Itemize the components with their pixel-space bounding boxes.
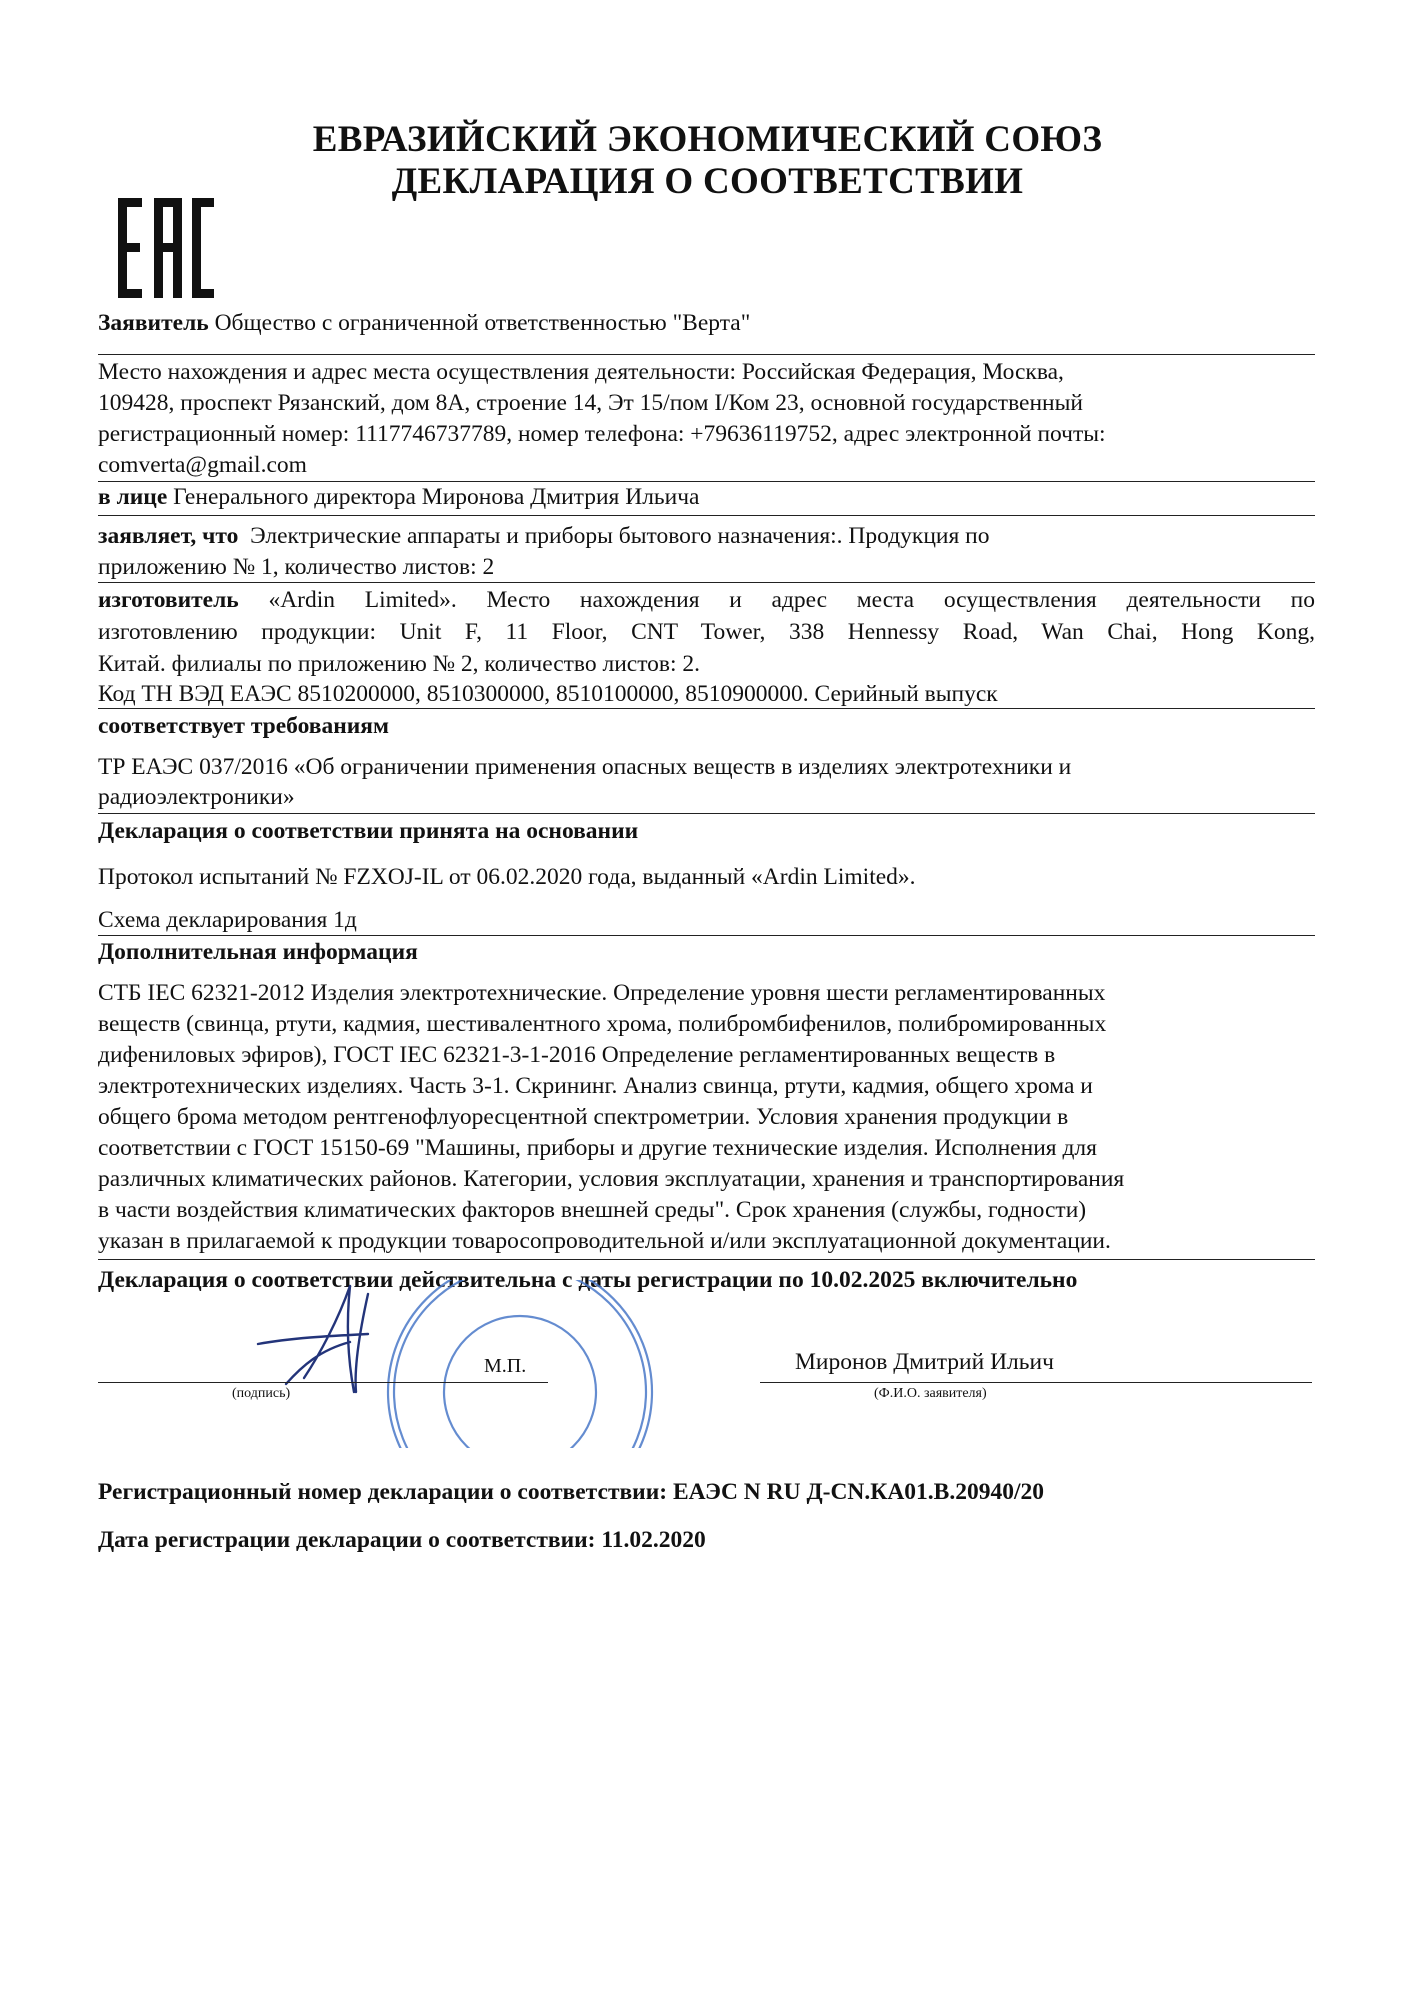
document-title-line2: ДЕКЛАРАЦИЯ О СООТВЕТСТВИИ bbox=[391, 161, 1024, 202]
additional-line-4: электротехнических изделиях. Часть 3-1. Скрининг. Анализ свинца, ртути, кадмия, общего хрома и bbox=[98, 1073, 1093, 1099]
address-line-4: comverta@gmail.com bbox=[98, 452, 307, 478]
requirements-line-1: ТР ЕАЭС 037/2016 «Об ограничении применения опасных веществ в изделиях электротехники и bbox=[98, 754, 1072, 780]
hs-code-line: Код ТН ВЭД ЕАЭС 8510200000, 8510300000, 8510100000, 8510900000. Серийный выпуск bbox=[98, 681, 998, 707]
signature-caption: (подпись) bbox=[232, 1386, 291, 1401]
divider bbox=[98, 708, 1315, 709]
divider bbox=[98, 1259, 1315, 1260]
representative-row bbox=[98, 482, 1315, 512]
address-line-1: Место нахождения и адрес места осуществления деятельности: Российская Федерация, Москва, bbox=[98, 359, 1064, 385]
signer-name: Миронов Дмитрий Ильич bbox=[795, 1349, 1054, 1375]
applicant-row bbox=[98, 308, 1315, 338]
registration-date bbox=[98, 1525, 1315, 1555]
additional-line-3: дифениловых эфиров), ГОСТ IEC 62321-3-1-2016 Определение регламентированных веществ в bbox=[98, 1042, 1056, 1068]
basis-protocol: Протокол испытаний № FZXOJ-IL от 06.02.2020 года, выданный «Ardin Limited». bbox=[98, 864, 916, 890]
divider bbox=[98, 354, 1315, 355]
requirements-label: соответствует требованиям bbox=[98, 713, 390, 739]
declares-label: заявляет, что bbox=[98, 523, 239, 549]
additional-label: Дополнительная информация bbox=[98, 939, 418, 965]
manufacturer-line-1: «Ardin Limited». Место нахождения и адрес места осуществления деятельности по bbox=[268, 587, 1316, 613]
divider bbox=[98, 813, 1315, 814]
document-title-line1: ЕВРАЗИЙСКИЙ ЭКОНОМИЧЕСКИЙ СОЮЗ bbox=[312, 119, 1103, 160]
declares-line-2: приложению № 1, количество листов: 2 bbox=[98, 554, 495, 580]
stamp-place-mark: М.П. bbox=[484, 1355, 527, 1377]
registration-number bbox=[98, 1477, 1315, 1507]
requirements-heading bbox=[98, 711, 1315, 741]
divider bbox=[98, 935, 1315, 936]
representative-value: Генерального директора Миронова Дмитрия Ильича bbox=[173, 484, 700, 510]
divider bbox=[98, 515, 1315, 516]
signature-line bbox=[98, 1382, 548, 1383]
signer-caption: (Ф.И.О. заявителя) bbox=[874, 1386, 987, 1401]
manufacturer-line-2: изготовлению продукции: Unit F, 11 Floor, CNT Tower, 338 Hennessy Road, Wan Chai, Hong Kong, bbox=[98, 619, 1315, 645]
representative-label: в лице bbox=[98, 484, 168, 510]
basis-label: Декларация о соответствии принята на основании bbox=[98, 818, 639, 844]
applicant-label: Заявитель bbox=[98, 310, 209, 336]
basis-heading bbox=[98, 816, 1315, 846]
additional-line-5: общего брома методом рентгенофлуоресцентной спектрометрии. Условия хранения продукции в bbox=[98, 1104, 1069, 1130]
declares-line-1: Электрические аппараты и приборы бытового назначения:. Продукция по bbox=[250, 523, 990, 549]
additional-line-9: указан в прилагаемой к продукции товаросопроводительной и/или эксплуатационной документации. bbox=[98, 1228, 1111, 1254]
applicant-value: Общество с ограниченной ответственностью "Верта" bbox=[214, 310, 751, 336]
divider bbox=[98, 582, 1315, 583]
address-line-3: регистрационный номер: 1117746737789, номер телефона: +79636119752, адрес электронной почты: bbox=[98, 421, 1106, 447]
additional-line-1: СТБ IEC 62321-2012 Изделия электротехнические. Определение уровня шести регламентированных bbox=[98, 980, 1106, 1006]
additional-line-7: различных климатических районов. Категории, условия эксплуатации, хранения и транспортирования bbox=[98, 1166, 1125, 1192]
registration-date-text: Дата регистрации декларации о соответствии: 11.02.2020 bbox=[98, 1527, 706, 1553]
manufacturer-line-3: Китай. филиалы по приложению № 2, количество листов: 2. bbox=[98, 651, 701, 677]
additional-line-6: соответствии с ГОСТ 15150-69 "Машины, приборы и другие технические изделия. Исполнения для bbox=[98, 1135, 1097, 1161]
validity-text: Декларация о соответствии действительна с даты регистрации по 10.02.2025 включительно bbox=[98, 1267, 1078, 1293]
signer-name-line bbox=[760, 1382, 1312, 1383]
additional-heading bbox=[98, 937, 1315, 967]
requirements-line-2: радиоэлектроники» bbox=[98, 784, 295, 810]
manufacturer-row bbox=[98, 585, 1315, 615]
registration-number-text: Регистрационный номер декларации о соответствии: ЕАЭС N RU Д-CN.КА01.В.20940/20 bbox=[98, 1479, 1044, 1505]
eac-mark-icon bbox=[118, 198, 214, 298]
declares-row bbox=[98, 521, 1315, 551]
additional-line-8: в части воздействия климатических факторов внешней среды". Срок хранения (службы, годности) bbox=[98, 1197, 1087, 1223]
additional-line-2: веществ (свинца, ртути, кадмия, шестивалентного хрома, полибромбифенилов, полибромированных bbox=[98, 1011, 1107, 1037]
manufacturer-label: изготовитель bbox=[98, 587, 239, 613]
declaration-scheme: Схема декларирования 1д bbox=[98, 907, 357, 933]
address-line-2: 109428, проспект Рязанский, дом 8А, строение 14, Эт 15/пом I/Ком 23, основной государственный bbox=[98, 390, 1083, 416]
